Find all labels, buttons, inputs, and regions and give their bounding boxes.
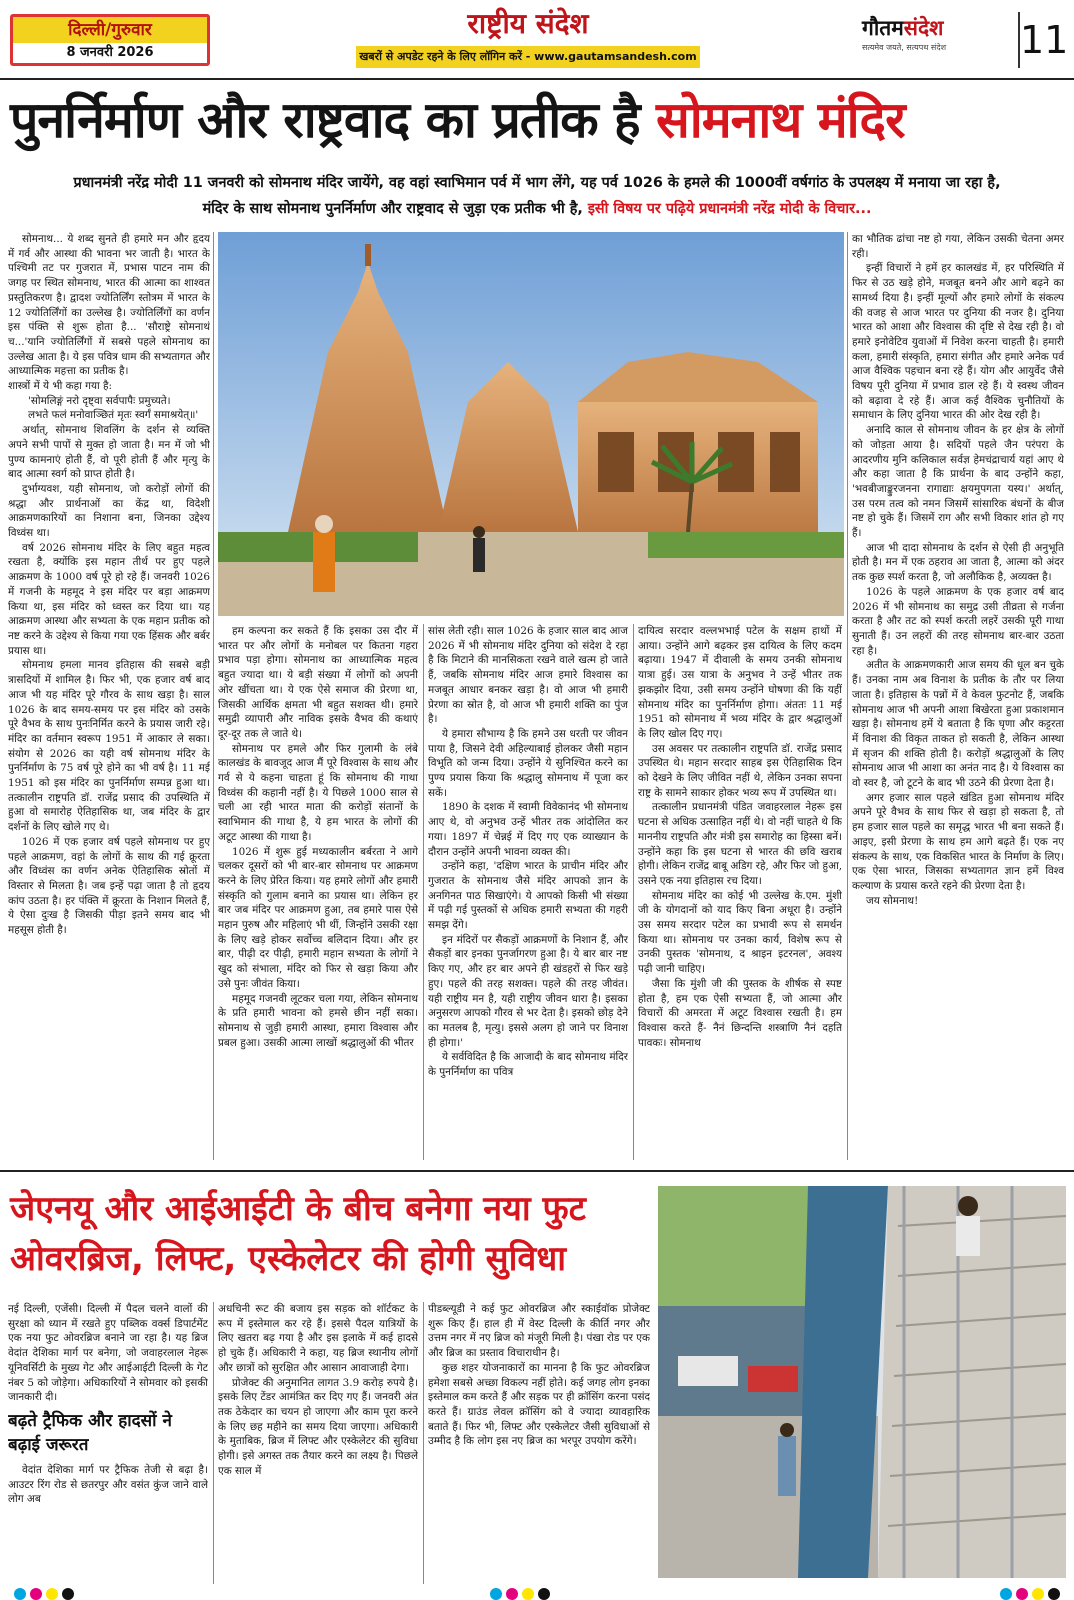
column-rule (633, 624, 634, 1160)
registration-dot (62, 1588, 74, 1600)
lead-col3-para: उन्होंने कहा, 'दक्षिण भारत के प्राचीन मंदिर और गुजरात के सोमनाथ जैसे मंदिर आपको ज्ञान के अनगिनत पाठ सिखाएंगे। ये आपको किसी भी संख्या में पढ़ी गई पुस्तकों से अधिक हमारी सभ्यता की गहरी समझ देंगे। (428, 860, 628, 932)
story2-subhead: बढ़ते ट्रैफिक और हादसों ने बढ़ाई जरूरत (8, 1410, 172, 1455)
lead-col3-para: 1890 के दशक में स्वामी विवेकानंद भी सोमनाथ आए थे, वो अनुभव उन्हें भीतर तक आंदोलित कर गया। 1897 में चेन्नई में दिए गए एक व्याख्यान के दौरान उन्होंने अपनी भावना व्यक्त की। (428, 801, 628, 858)
standfirst-line-2: मंदिर के साथ सोमनाथ पुनर्निर्माण और राष्ट्रवाद से जुड़ा एक प्रतीक भी है, (202, 201, 588, 217)
registration-dot (1032, 1588, 1044, 1600)
lead-col5-para: इन्हीं विचारों ने हमें हर कालखंड में, हर परिस्थिति में फिर से उठ खड़े होने, मजबूत बनने और आगे बढ़ने का सामर्थ्य दिया है। इन्हीं मूल्यों और हमारे लोगों के संकल्प की वजह से आज भारत पर दुनिया की नजर है। दुनिया भारत को आशा और विश्वास की दृष्टि से देख रही है। वो हमारे इनोवेटिव युवाओं में निवेश करना चाहती है। हमारी कला, हमारी संस्कृति, हमारा संगीत और हमारे अनेक पर्व आज वैश्विक पहचान बना रहे हैं। योग और आयुर्वेद जैसे विषय पूरी दुनिया में प्रभाव डाल रहे हैं। ये स्वस्थ जीवन को बढ़ावा दे रहे हैं। आज कई वैश्विक चुनौतियों के समाधान के लिए दुनिया भारत की ओर देख रही है। (852, 262, 1064, 422)
lead-col5-para: का भौतिक ढांचा नष्ट हो गया, लेकिन उसकी चेतना अमर रही। (852, 233, 1064, 260)
lead-col1-para: दुर्भाग्यवश, यही सोमनाथ, जो करोड़ों लोगों की श्रद्धा और प्रार्थनाओं का केंद्र था, विदेशी आक्रमणकारियों का निशाना बना, जिनका उद्देश्य विध्वंस था। (8, 482, 210, 540)
lead-column-1 (8, 232, 210, 1160)
logo-part2: संदेश (903, 15, 944, 40)
lead-col2-para: 1026 में शुरू हुई मध्यकालीन बर्बरता ने आगे चलकर दूसरों को भी बार-बार सोमनाथ पर आक्रमण करने के लिए प्रेरित किया। यह हमारे लोगों और हमारी संस्कृति को गुलाम बनाने का प्रयास था। लेकिन हर बार जब मंदिर पर आक्रमण हुआ, तब हमारे पास ऐसे महान पुरुष और महिलाएं भी थीं, जिन्होंने उसकी रक्षा के लिए खड़े होकर सर्वोच्च बलिदान दिया। और हर बार, पीढ़ी दर पीढ़ी, हमारी महान सभ्यता के लोगों ने खुद को संभाला, मंदिर को फिर से खड़ा किया और उसे पुनः जीवंत किया। (218, 845, 418, 990)
lead-col2-para: सोमनाथ पर हमले और फिर गुलामी के लंबे कालखंड के बावजूद आज मैं पूरे विश्वास के साथ और गर्व से ये कहना चाहता हूं कि सोमनाथ की गाथा विध्वंस की कहानी नहीं है। ये पिछले 1000 साल से चली आ रही भारत माता की करोड़ों संतानों के स्वाभिमान की गाथा है, ये हम भारत के लोगों की अटूट आस्था की गाथा है। (218, 742, 418, 843)
lead-col1-para: वर्ष 2026 सोमनाथ मंदिर के लिए बहुत महत्व रखता है, क्योंकि इस महान तीर्थ पर हुए पहले आक्रमण के 1000 वर्ष पूरे हो रहे हैं। जनवरी 1026 में गजनी के महमूद ने इस मंदिर पर बड़ा आक्रमण किया था, इस मंदिर को ध्वस्त कर दिया था। यह आक्रमण आस्था और सभ्यता के एक महान प्रतीक को नष्ट करने के उद्देश्य से किया गया एक हिंसक और बर्बर प्रयास था। (8, 541, 210, 657)
lead-col3-para: ये हमारा सौभाग्य है कि हमने उस धरती पर जीवन पाया है, जिसने देवी अहिल्याबाई होलकर जैसी महान विभूति को जन्म दिया। उन्होंने ये सुनिश्चित करने का पुण्य प्रयास किया कि श्रद्धालु सोमनाथ में पूजा कर सकें। (428, 727, 628, 799)
issue-date: 8 जनवरी 2026 (66, 45, 154, 60)
lead-col5-para: अनादि काल से सोमनाथ जीवन के हर क्षेत्र के लोगों को जोड़ता आया है। सदियों पहले जैन परंपरा के आदरणीय मुनि कलिकाल सर्वज्ञ हेमचंद्राचार्य यहां आए थे और कहा जाता है कि प्रार्थना के बाद उन्होंने कहा, 'भवबीजाङ्कुरजनना रागाद्याः क्षयमुपगता यस्य।' अर्थात्, उस परम तत्व को नमन जिसमें सांसारिक बंधनों के बीज नष्ट हो चुके हैं। जिसमें राग और सभी विकार शांत हो गए हैं। (852, 424, 1064, 540)
lead-col5-para: अतीत के आक्रमणकारी आज समय की धूल बन चुके हैं। उनका नाम अब विनाश के प्रतीक के तौर पर लिया जाता है। इतिहास के पन्नों में वे केवल फुटनोट हैं, जबकि सोमनाथ आज भी अपनी आशा बिखेरता हुआ प्रकाशमान खड़ा है। सोमनाथ हमें ये बताता है कि घृणा और कट्टरता में विनाश की विकृत ताकत हो सकती है, लेकिन आस्था में सृजन की शक्ति होती है। करोड़ों श्रद्धालुओं के लिए सोमनाथ आज भी आशा का अनंत नाद है। ये विश्वास का वो स्वर है, जो टूटने के बाद भी उठने की प्रेरणा देता है। (852, 659, 1064, 790)
masthead-rule (0, 78, 1074, 80)
lead-standfirst (10, 170, 1064, 222)
login-strip-link[interactable]: खबरों से अपडेट रहने के लिए लॉगिन करें - www.gautamsandesh.com (356, 46, 700, 68)
overbridge-illustration (658, 1186, 1066, 1578)
story2-col1-para: नई दिल्ली, एजेंसी। दिल्ली में पैदल चलने वालों की सुरक्षा को ध्यान में रखते हुए पब्लिक वर्क्स डिपार्टमेंट एक नया फुट ओवरब्रिज बनाने जा रहा है। यह ब्रिज वेदांत देशिका मार्ग पर बनेगा, जो जवाहरलाल नेहरू यूनिवर्सिटी के मुख्य गेट और आईआईटी दिल्ली के गेट नंबर 5 को जोड़ेगा। अधिकारियों ने सोमवार को इसकी जानकारी दी। (8, 1303, 208, 1404)
story2-col1-para: वेदांत देशिका मार्ग पर ट्रैफिक तेजी से बढ़ा है। आउटर रिंग रोड से छतरपुर और वसंत कुंज जाने वाले लोग अब (8, 1463, 208, 1506)
story2-col3-para: पीडब्ल्यूडी ने कई फुट ओवरब्रिज और स्काईवॉक प्रोजेक्ट शुरू किए हैं। हाल ही में वेस्ट दिल्ली के कीर्ति नगर और उत्तम नगर में नए ब्रिज को मंजूरी मिली है। पंखा रोड पर एक और ब्रिज का प्रस्ताव विचाराधीन है। (428, 1303, 650, 1360)
lead-col2-para: हम कल्पना कर सकते हैं कि इसका उस दौर में भारत पर और लोगों के मनोबल पर कितना गहरा प्रभाव पड़ा होगा। सोमनाथ का आध्यात्मिक महत्व बहुत ज्यादा था। ये बड़ी संख्या में लोगों को अपनी ओर खींचता था। ये एक ऐसे समाज की प्रेरणा था, जिसकी आर्थिक क्षमता भी बहुत सशक्त थी। हमारे समुद्री व्यापारी और नाविक इसके वैभव की कथाएं दूर-दूर तक ले जाते थे। (218, 625, 418, 740)
masthead (0, 0, 1074, 78)
story2-column-3 (428, 1302, 650, 1584)
lead-col5-para: जय सोमनाथ! (866, 894, 919, 907)
lead-column-4 (638, 624, 842, 1160)
newspaper-logo (862, 14, 982, 64)
registration-dot (506, 1588, 518, 1600)
lead-col1-verse: लभते फलं मनोवाञ्छितं मृतः स्वर्गं समाश्रयेत्॥' (28, 409, 199, 422)
lead-column-5 (852, 232, 1064, 1160)
lead-headline-main: पुनर्निर्माण और राष्ट्रवाद का प्रतीक है (10, 91, 656, 149)
lead-col4-para: सोमनाथ मंदिर का कोई भी उल्लेख के.एम. मुंशी जी के योगदानों को याद किए बिना अधूरा है। उन्होंने उस समय सरदार पटेल का प्रभावी रूप से समर्थन किया था। सोमनाथ पर उनका कार्य, विशेष रूप से उनकी पुस्तक 'सोमनाथ, द श्राइन इटरनल', अवश्य पढ़ी जानी चाहिए। (638, 889, 842, 976)
standfirst-highlight: इसी विषय पर पढ़िये प्रधानमंत्री नरेंद्र मोदी के विचार... (587, 201, 872, 217)
story2-col3-para: कुछ शहर योजनाकारों का मानना है कि फुट ओवरब्रिज हमेशा सबसे अच्छा विकल्प नहीं होते। कई जगह लोग इनका इस्तेमाल कम करते हैं और सड़क पर ही क्रॉसिंग करना पसंद करते हैं। ग्राउंड लेवल क्रॉसिंग को वे ज्यादा व्यावहारिक बताते हैं। फिर भी, लिफ्ट और एस्केलेटर जैसी सुविधाओं से उम्मीद है कि लोग इस नए ब्रिज का भरपूर उपयोग करेंगे। (428, 1361, 650, 1448)
registration-dot (1000, 1588, 1012, 1600)
lead-headline-highlight: सोमनाथ मंदिर (656, 91, 905, 149)
registration-dot (538, 1588, 550, 1600)
logo-part1: गौतम (862, 15, 904, 40)
city-day: दिल्ली/गुरुवार (13, 17, 207, 43)
lead-col2-para: महमूद गजनवी लूटकर चला गया, लेकिन सोमनाथ के प्रति हमारी भावना को हमसे छीन नहीं सका। सोमनाथ से जुड़ी हमारी आस्था, हमारा विश्वास और प्रबल हुआ। उसकी आत्मा लाखों श्रद्धालुओं की भीतर (218, 992, 418, 1049)
registration-dot (1048, 1588, 1060, 1600)
section-title: राष्ट्रीय संदेश (467, 7, 589, 40)
story2-headline: जेएनयू और आईआईटी के बीच बनेगा नया फुट ओवरब्रिज, लिफ्ट, एस्केलेटर की होगी सुविधा (10, 1189, 586, 1279)
registration-dot (490, 1588, 502, 1600)
temple-illustration (218, 232, 844, 616)
lead-headline (10, 86, 1064, 154)
lead-col1-para: सोमनाथ... ये शब्द सुनते ही हमारे मन और हृदय में गर्व और आस्था की भावना भर जाती है। भारत के पश्चिमी तट पर गुजरात में, प्रभास पाटन नाम की जगह पर स्थित सोमनाथ, भारत की आत्मा का शाश्वत प्रस्तुतिकरण है। द्वादश ज्योतिर्लिंग स्तोत्रम में भारत के 12 ज्योतिर्लिंगों का उल्लेख है। ज्योतिर्लिंगों का वर्णन इस पंक्ति से शुरू होता है... 'सौराष्ट्रे सोमनाथं च...'यानि ज्योतिर्लिंगों में सबसे पहले सोमनाथ का उल्लेख आता है। ये इस पवित्र धाम की सभ्यतागत और आध्यात्मिक महत्ता का प्रतीक है। (8, 233, 210, 378)
lead-col4-para: उस अवसर पर तत्कालीन राष्ट्रपति डॉ. राजेंद्र प्रसाद उपस्थित थे। महान सरदार साहब इस ऐतिहासिक दिन को देखने के लिए जीवित नहीं थे, लेकिन उनका सपना राष्ट्र के सामने साकार होकर भव्य रूप में उपस्थित था। (638, 742, 842, 799)
lead-col4-para: तत्कालीन प्रधानमंत्री पंडित जवाहरलाल नेहरू इस घटना से अधिक उत्साहित नहीं थे। वो नहीं चाहते थे कि माननीय राष्ट्रपति और मंत्री इस समारोह का हिस्सा बनें। उन्होंने कहा कि इस घटना से भारत की छवि खराब होगी। लेकिन राजेंद्र बाबू अडिग रहे, और फिर जो हुआ, उसने एक नया इतिहास रच दिया। (638, 801, 842, 887)
standfirst-line-1: प्रधानमंत्री नरेंद्र मोदी 11 जनवरी को सोमनाथ मंदिर जायेंगे, वह वहां स्वाभिमान पर्व में भाग लेंगे, यह पर्व 1026 के हमले की 1000वीं वर्षगांठ के उपलक्ष्य में मनाया जा रहा है, (73, 175, 1001, 191)
lead-col1-para: सोमनाथ हमला मानव इतिहास की सबसे बड़ी त्रासदियों में शामिल है। फिर भी, एक हजार वर्ष बाद आज भी यह मंदिर पूरे गौरव के साथ खड़ा है। साल 1026 के बाद समय-समय पर इस मंदिर को उसके पूरे वैभव के साथ पुनःनिर्मित करने के प्रयास जारी रहे। मंदिर का वर्तमान स्वरूप 1951 में आकार ले सका। संयोग से 2026 का यही वर्ष सोमनाथ मंदिर के पुनर्निर्माण के 75 वर्ष पूरे होने का भी वर्ष है। 11 मई 1951 को इस मंदिर का पुनर्निर्माण सम्पन्न हुआ था। तत्कालीन राष्ट्रपति डॉ. राजेंद्र प्रसाद की उपस्थिति में हुआ वो समारोह ऐतिहासिक था, जब मंदिर के द्वार दर्शनों के लिए खोले गए थे। (8, 659, 210, 834)
registration-dot (522, 1588, 534, 1600)
registration-dot (14, 1588, 26, 1600)
story2-col2-para: प्रोजेक्ट की अनुमानित लागत 3.9 करोड़ रुपये है। इसके लिए टेंडर आमंत्रित कर दिए गए हैं। जनवरी अंत तक ठेकेदार का चयन हो जाएगा और काम पूरा करने के लिए छह महीने का समय दिया जाएगा। अधिकारी के मुताबिक, ब्रिज में लिफ्ट और एस्केलेटर की सुविधा होगी। इसे अगस्त तक तैयार करने का लक्ष्य है। पिछले एक साल में (218, 1376, 418, 1477)
lead-col4-para: जैसा कि मुंशी जी की पुस्तक के शीर्षक से स्पष्ट होता है, हम एक ऐसी सभ्यता हैं, जो आत्मा और विचारों की अमरता में अटूट विश्वास रखती है। हम विश्वास करते हैं- नैनं छिन्दन्ति शस्त्राणि नैनं दहति पावकः। सोमनाथ (638, 977, 842, 1049)
column-rule (213, 1302, 214, 1584)
lead-column-2 (218, 624, 418, 1160)
logo-tagline: सत्यमेव जयते, सत्यपथ संदेश (862, 43, 947, 52)
lead-col3-para: सांस लेती रही। साल 1026 के हजार साल बाद आज 2026 में भी सोमनाथ मंदिर दुनिया को संदेश दे रहा है कि मिटाने की मानसिकता रखने वाले खत्म हो जाते हैं, जबकि सोमनाथ मंदिर आज हमारे विश्वास का मजबूत आधार बनकर खड़ा है। वो आज भी हमारी प्रेरणा का स्रोत है, वो आज भी हमारी शक्ति का पुंज है। (428, 625, 628, 726)
registration-dot (1016, 1588, 1028, 1600)
story2-column-2 (218, 1302, 418, 1584)
column-rule (423, 624, 424, 1160)
lead-col4-para: दायित्व सरदार वल्लभभाई पटेल के सक्षम हाथों में आया। उन्होंने आगे बढ़कर इस दायित्व के लिए कदम बढ़ाया। 1947 में दीवाली के समय उनकी सोमनाथ यात्रा हुई। उस यात्रा के अनुभव ने उन्हें भीतर तक झकझोर दिया, उसी समय उन्होंने घोषणा की कि यहीं सोमनाथ मंदिर का पुनर्निर्माण होगा। अंततः 11 मई 1951 को सोमनाथ में भव्य मंदिर के द्वार श्रद्धालुओं के लिए खोल दिए गए। (638, 625, 842, 740)
lead-col3-para: इन मंदिरों पर सैकड़ों आक्रमणों के निशान हैं, और सैकड़ों बार इनका पुनर्जागरण हुआ है। ये बार बार नष्ट किए गए, और हर बार अपने ही खंडहरों से फिर खड़े हुए। पहले की तरह सशक्त। पहले की तरह जीवंत। यही राष्ट्रीय मन है, यही राष्ट्रीय जीवन धारा है। इसका अनुसरण आपको गौरव से भर देता है। इसको छोड़ देने का मतलब है, मृत्यु। इससे अलग हो जाने पर विनाश ही होगा।' (428, 933, 628, 1049)
lead-col1-para: अर्थात्, सोमनाथ शिवलिंग के दर्शन से व्यक्ति अपने सभी पापों से मुक्त हो जाता है। मन में जो भी पुण्य कामनाएं होती हैं, वो पूरी होती हैं और मृत्यु के बाद आत्मा स्वर्ग को प्राप्त होती है। (8, 424, 210, 481)
page-number: 11 (1018, 12, 1066, 68)
foot-overbridge-photo (658, 1186, 1066, 1578)
column-rule (213, 232, 214, 1160)
column-rule (423, 1302, 424, 1584)
lead-col5-para: 1026 के पहले आक्रमण के एक हजार वर्ष बाद 2026 में भी सोमनाथ का समुद्र उसी तीव्रता से गर्जना करता है और तट को स्पर्श करती लहरें उसकी पूरी गाथा सुनाती हैं। उन लहरों की तरह सोमनाथ बार-बार उठता रहा है। (852, 585, 1064, 657)
lead-col3-para: ये सर्वविदित है कि आजादी के बाद सोमनाथ मंदिर के पुनर्निर्माण का पवित्र (428, 1051, 628, 1079)
registration-dot (46, 1588, 58, 1600)
lead-col5-para: अगर हजार साल पहले खंडित हुआ सोमनाथ मंदिर अपने पूरे वैभव के साथ फिर से खड़ा हो सकता है, तो हम हजार साल पहले का समृद्ध भारत भी बना सकते हैं। आइए, इसी प्रेरणा के साथ हम आगे बढ़ते हैं। एक नए संकल्प के साथ, एक विकसित भारत के निर्माण के लिए। एक ऐसा भारत, जिसका सभ्यतागत ज्ञान हमें विश्व कल्याण के प्रयास करते रहने की प्रेरणा देता है। (852, 791, 1064, 892)
lead-col1-para: 1026 में एक हजार वर्ष पहले सोमनाथ पर हुए पहले आक्रमण, वहां के लोगों के साथ की गई क्रूरता और विध्वंस का वर्णन अनेक ऐतिहासिक स्रोतों में विस्तार से मिलता है। जब इन्हें पढ़ा जाता है तो हृदय कांप उठता है। हर पंक्ति में क्रूरता के निशान मिलते हैं, ये ऐसा दुःख है जिसकी पीड़ा इतने समय बाद भी महसूस होती है। (8, 835, 210, 937)
somnath-temple-photo (218, 232, 844, 616)
story-divider (0, 1170, 1074, 1172)
column-rule (847, 232, 848, 1160)
lead-column-3 (428, 624, 628, 1160)
lead-col1-verse: 'सोमलिङ्गं नरो दृष्ट्वा सर्वपापैः प्रमुच्यते। (28, 394, 171, 407)
lead-col1-para: शास्त्रों में ये भी कहा गया है: (8, 380, 113, 393)
story2-column-1 (8, 1302, 208, 1584)
lead-col5-para: आज भी दादा सोमनाथ के दर्शन से ऐसी ही अनुभूति होती है। मन में एक ठहराव आ जाता है, आत्मा को अंदर तक कुछ स्पर्श करता है, जो अलौकिक है, अव्यक्त है। (852, 541, 1064, 584)
dateline-box (10, 14, 210, 66)
registration-dot (30, 1588, 42, 1600)
story2-col2-para: अधचिनी रूट की बजाय इस सड़क को शॉर्टकट के रूप में इस्तेमाल कर रहे हैं। इससे पैदल यात्रियों के लिए खतरा बढ़ गया है और इस इलाके में कई हादसे हो चुके हैं। अधिकारी ने कहा, यह ब्रिज स्थानीय लोगों और छात्रों को सुरक्षित और आसान आवाजाही देगा। (218, 1303, 418, 1374)
